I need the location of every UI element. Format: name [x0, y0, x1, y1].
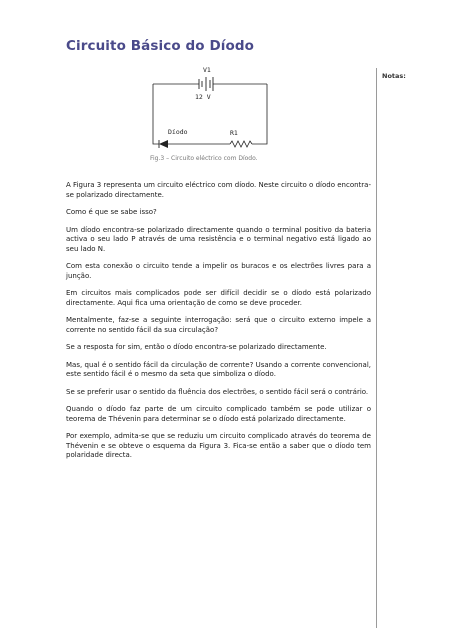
paragraph: A Figura 3 representa um circuito eléctrico com díodo. Neste circuito o díodo encontra-se polarizado directamente. — [66, 181, 371, 199]
paragraph: Mentalmente, faz-se a seguinte interrogação: será que o circuito externo impele a corrente no sentido fácil da sua circulação? — [66, 316, 371, 334]
paragraph: Por exemplo, admita-se que se reduziu um circuito complicado através do teorema de Thévenin e se obteve o esquema da Figura 3. Fica-se então a saber que o díodo tem polaridade directa. — [66, 432, 371, 459]
resistor-symbol — [230, 141, 252, 147]
battery-value: 12 V — [195, 93, 211, 101]
battery-label: V1 — [203, 66, 211, 74]
notes-label: Notas: — [382, 72, 406, 80]
notes-divider — [376, 68, 377, 628]
page-title: Circuito Básico do Díodo — [66, 38, 254, 54]
resistor-label: R1 — [230, 129, 238, 137]
circuit-diagram — [140, 62, 280, 152]
battery-symbol — [199, 77, 213, 91]
paragraph: Em circuitos mais complicados pode ser difícil decidir se o díodo está polarizado directamente. Aqui fica uma orientação de como se deve proceder. — [66, 289, 371, 307]
paragraph: Com esta conexão o circuito tende a impelir os buracos e os electrões livres para a junção. — [66, 262, 371, 280]
paragraph: Se se preferir usar o sentido da fluência dos electrões, o sentido fácil será o contrário. — [66, 387, 369, 396]
paragraph: Um díodo encontra-se polarizado directamente quando o terminal positivo da bateria activa o seu lado P através de uma resistência e o terminal negativo está ligado ao seu lado N. — [66, 225, 371, 253]
paragraph: Mas, qual é o sentido fácil da circulação de corrente? Usando a corrente convencional, este sentido fácil é o mesmo da seta que simboliza o díodo. — [66, 360, 371, 378]
figure-caption: Fig.3 – Circuito eléctrico com Díodo. — [150, 155, 258, 162]
paragraph: Quando o díodo faz parte de um circuito complicado também se pode utilizar o teorema de Thévenin para determinar se o díodo está polarizado directamente. — [66, 405, 371, 423]
paragraph: Como é que se sabe isso? — [66, 208, 157, 216]
paragraph: Se a resposta for sim, então o díodo encontra-se polarizado directamente. — [66, 343, 327, 351]
diode-symbol — [159, 140, 168, 148]
diode-label: Díodo — [168, 128, 188, 136]
body-text — [66, 181, 371, 469]
